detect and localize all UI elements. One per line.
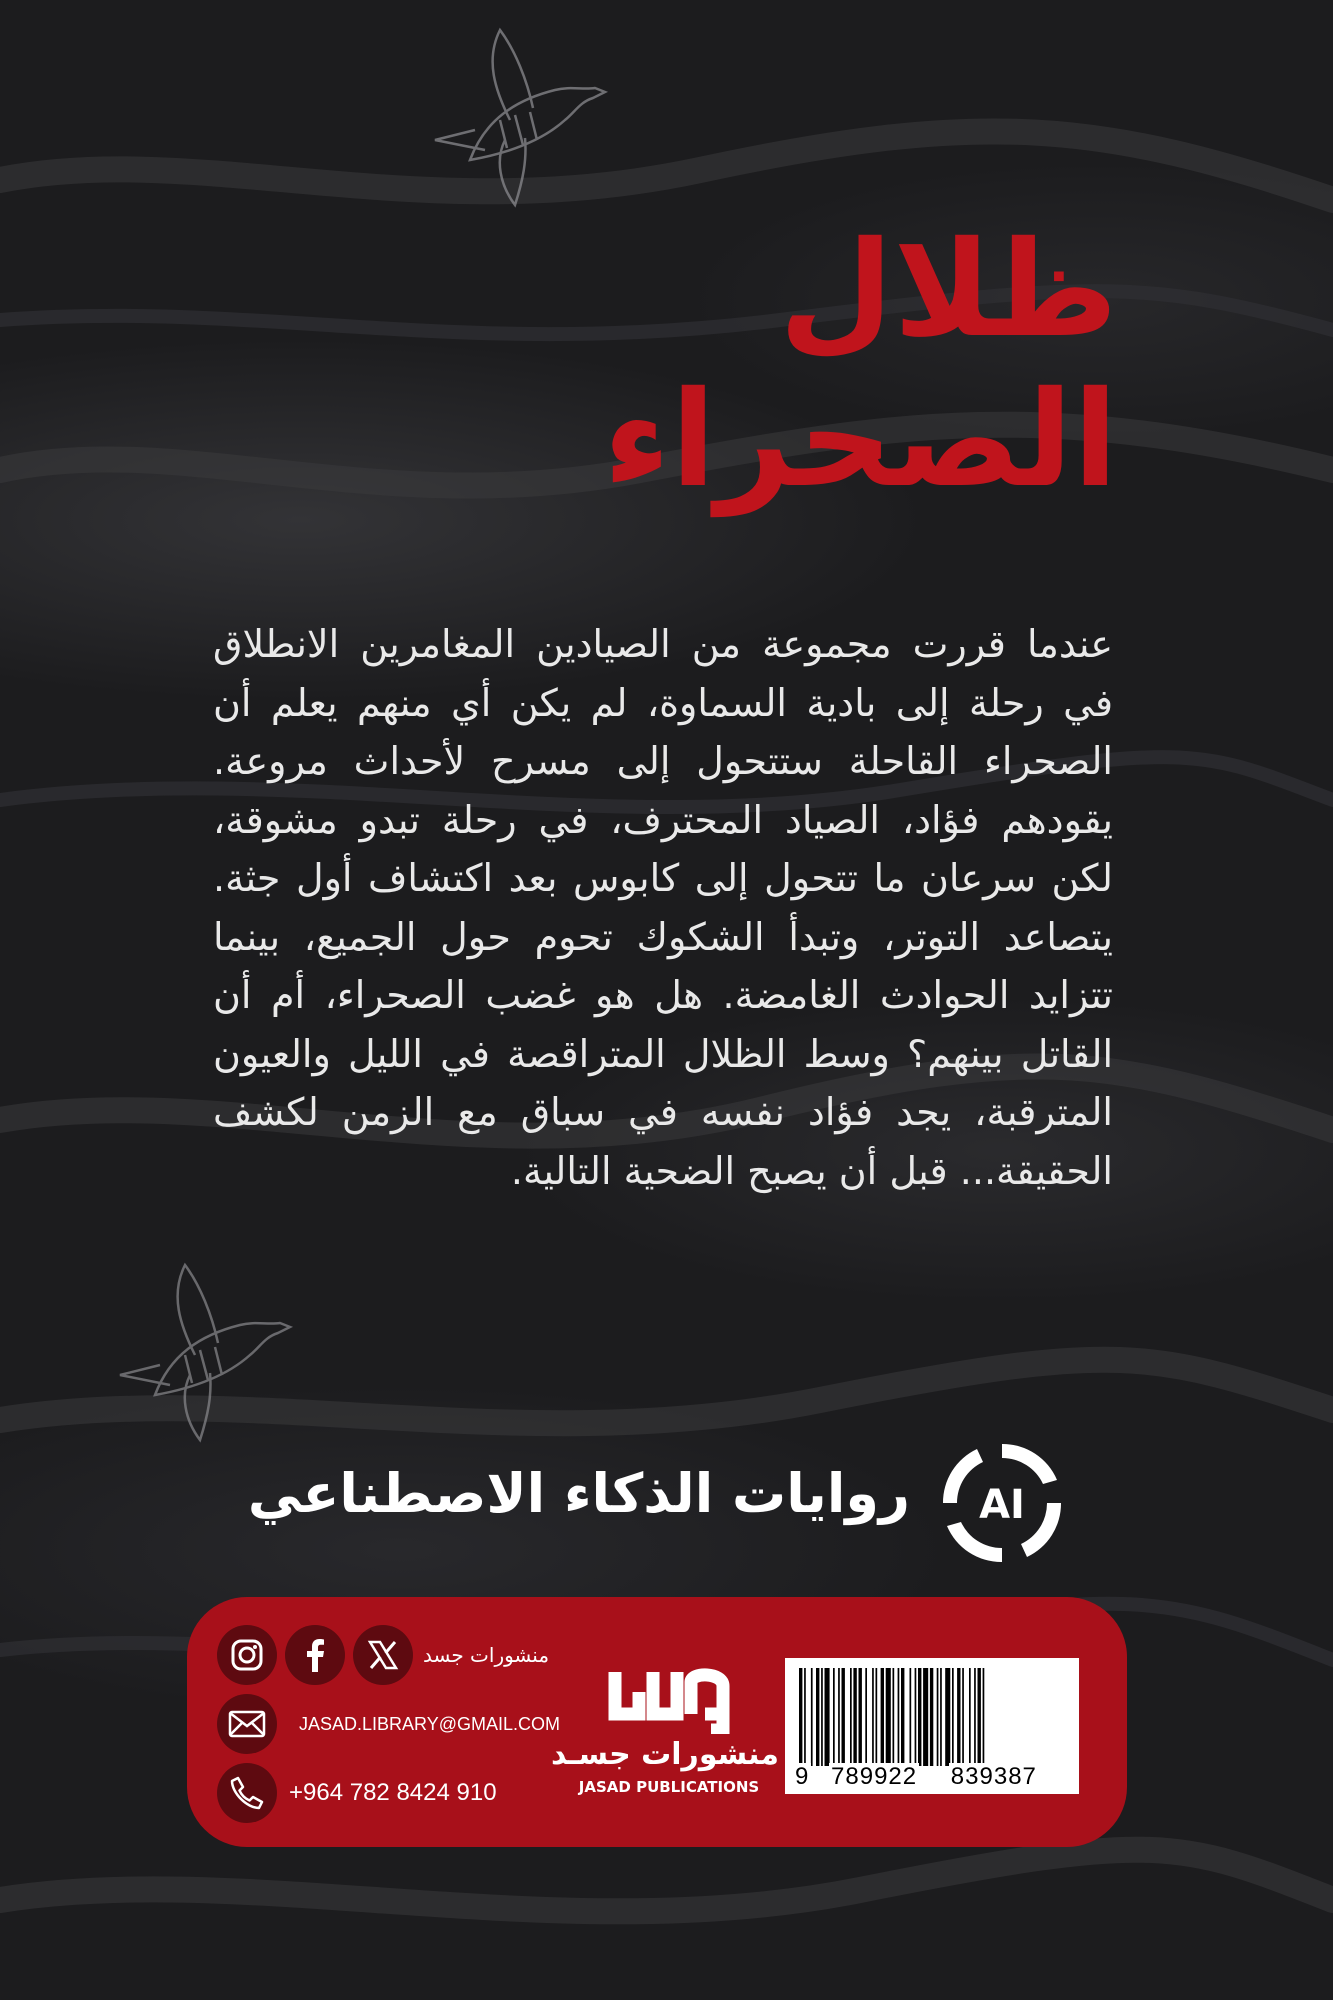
barcode-bar <box>838 1668 840 1766</box>
barcode-bar <box>923 1668 928 1766</box>
barcode-bar <box>881 1668 884 1766</box>
barcode-bar <box>969 1668 971 1766</box>
social-row <box>217 1625 549 1685</box>
mail-icon <box>228 1710 266 1738</box>
publisher-name-ar: منشورات جسـد <box>550 1737 779 1772</box>
barcode-bar <box>910 1668 912 1766</box>
phone-number[interactable]: +964 782 8424 910 <box>289 1779 497 1806</box>
isbn-number <box>793 1763 1039 1791</box>
barcode-bar <box>804 1668 806 1766</box>
instagram-link[interactable] <box>217 1625 277 1685</box>
ai-logo-icon <box>939 1440 1065 1566</box>
barcode-bar <box>898 1668 900 1766</box>
social-handle: منشورات جسد <box>423 1643 550 1667</box>
ai-logo-text: AI <box>979 1482 1025 1528</box>
facebook-link[interactable] <box>285 1625 345 1685</box>
email-icon-button[interactable] <box>217 1694 277 1754</box>
duck-icon <box>415 20 615 210</box>
barcode-bar <box>859 1668 862 1766</box>
email-row <box>217 1694 560 1754</box>
barcode-bar <box>937 1668 939 1766</box>
isbn-first: 9 <box>795 1763 810 1790</box>
barcode-bar <box>918 1668 921 1766</box>
barcode-bar <box>816 1668 819 1766</box>
barcode-bar <box>974 1668 976 1766</box>
barcode-bar <box>940 1668 942 1766</box>
instagram-icon <box>230 1638 264 1672</box>
phone-icon-button[interactable] <box>217 1763 277 1823</box>
book-title <box>598 215 1118 515</box>
email-address[interactable]: JASAD.LIBRARY@GMAIL.COM <box>299 1713 560 1734</box>
barcode-bar <box>952 1668 954 1766</box>
series-banner <box>247 1440 1065 1570</box>
barcode-bar <box>945 1668 950 1766</box>
series-label: روايات الذكاء الاصطناعي <box>247 1462 910 1525</box>
barcode-bar <box>799 1668 802 1766</box>
barcode-bar <box>957 1668 960 1766</box>
isbn-barcode <box>785 1658 1079 1794</box>
barcode-bar <box>886 1668 891 1766</box>
barcode-bar <box>962 1668 964 1766</box>
facebook-icon <box>300 1638 330 1672</box>
barcode-bar <box>842 1668 845 1766</box>
publisher-name-en: JASAD PUBLICATIONS <box>578 1778 760 1796</box>
publisher-panel <box>187 1597 1127 1847</box>
barcode-bar <box>876 1668 878 1766</box>
isbn-group-2: 839387 <box>950 1763 1037 1790</box>
x-link[interactable] <box>353 1625 413 1685</box>
barcode-bar <box>865 1668 867 1766</box>
phone-icon <box>229 1775 265 1811</box>
publisher-logo-icon <box>605 1652 735 1734</box>
barcode-bar <box>901 1668 904 1766</box>
barcode-bar <box>872 1668 874 1766</box>
isbn-group-1: 789922 <box>831 1763 918 1790</box>
book-blurb: عندما قررت مجموعة من الصيادين المغامرين الانطلاق في رحلة إلى بادية السماوة، لم يكن أي منهم يعلم أن الصحراء القاحلة ستتحول إلى مسرح لأحداث مروعة. يقودهم فؤاد، الصياد المحترف، في رحلة تبدو مشوقة، لكن سرعان ما تتحول إلى كابوس بعد اكتشاف أول جثة. يتصاعد التوتر، وتبدأ الشكوك تحوم حول الجميع، بينما تتزايد الحوادث الغامضة. هل هو غضب الصحراء، أم أن القاتل بينهم؟ وسط الظلال المتراقصة في الليل والعيون المترقبة، يجد فؤاد نفسه في سباق مع الزمن لكشف الحقيقة... قبل أن يصبح الضحية التالية. <box>213 622 1113 1193</box>
phone-row <box>217 1763 497 1823</box>
barcode-bar <box>893 1668 895 1766</box>
barcode-bar <box>811 1668 813 1766</box>
barcode-bar <box>930 1668 933 1766</box>
duck-icon <box>100 1255 300 1445</box>
barcode-bar <box>915 1668 917 1766</box>
x-icon <box>367 1639 399 1671</box>
barcode-bar <box>825 1668 830 1766</box>
book-title-line-1: ظلال <box>778 213 1118 367</box>
book-title-line-2: الصحراء <box>603 363 1118 517</box>
barcode-bar <box>850 1668 852 1766</box>
barcode-bar <box>978 1668 981 1766</box>
barcode-bar <box>833 1668 835 1766</box>
barcode-bar <box>821 1668 823 1766</box>
barcode-bar <box>983 1668 985 1766</box>
barcode-bar <box>853 1668 856 1766</box>
